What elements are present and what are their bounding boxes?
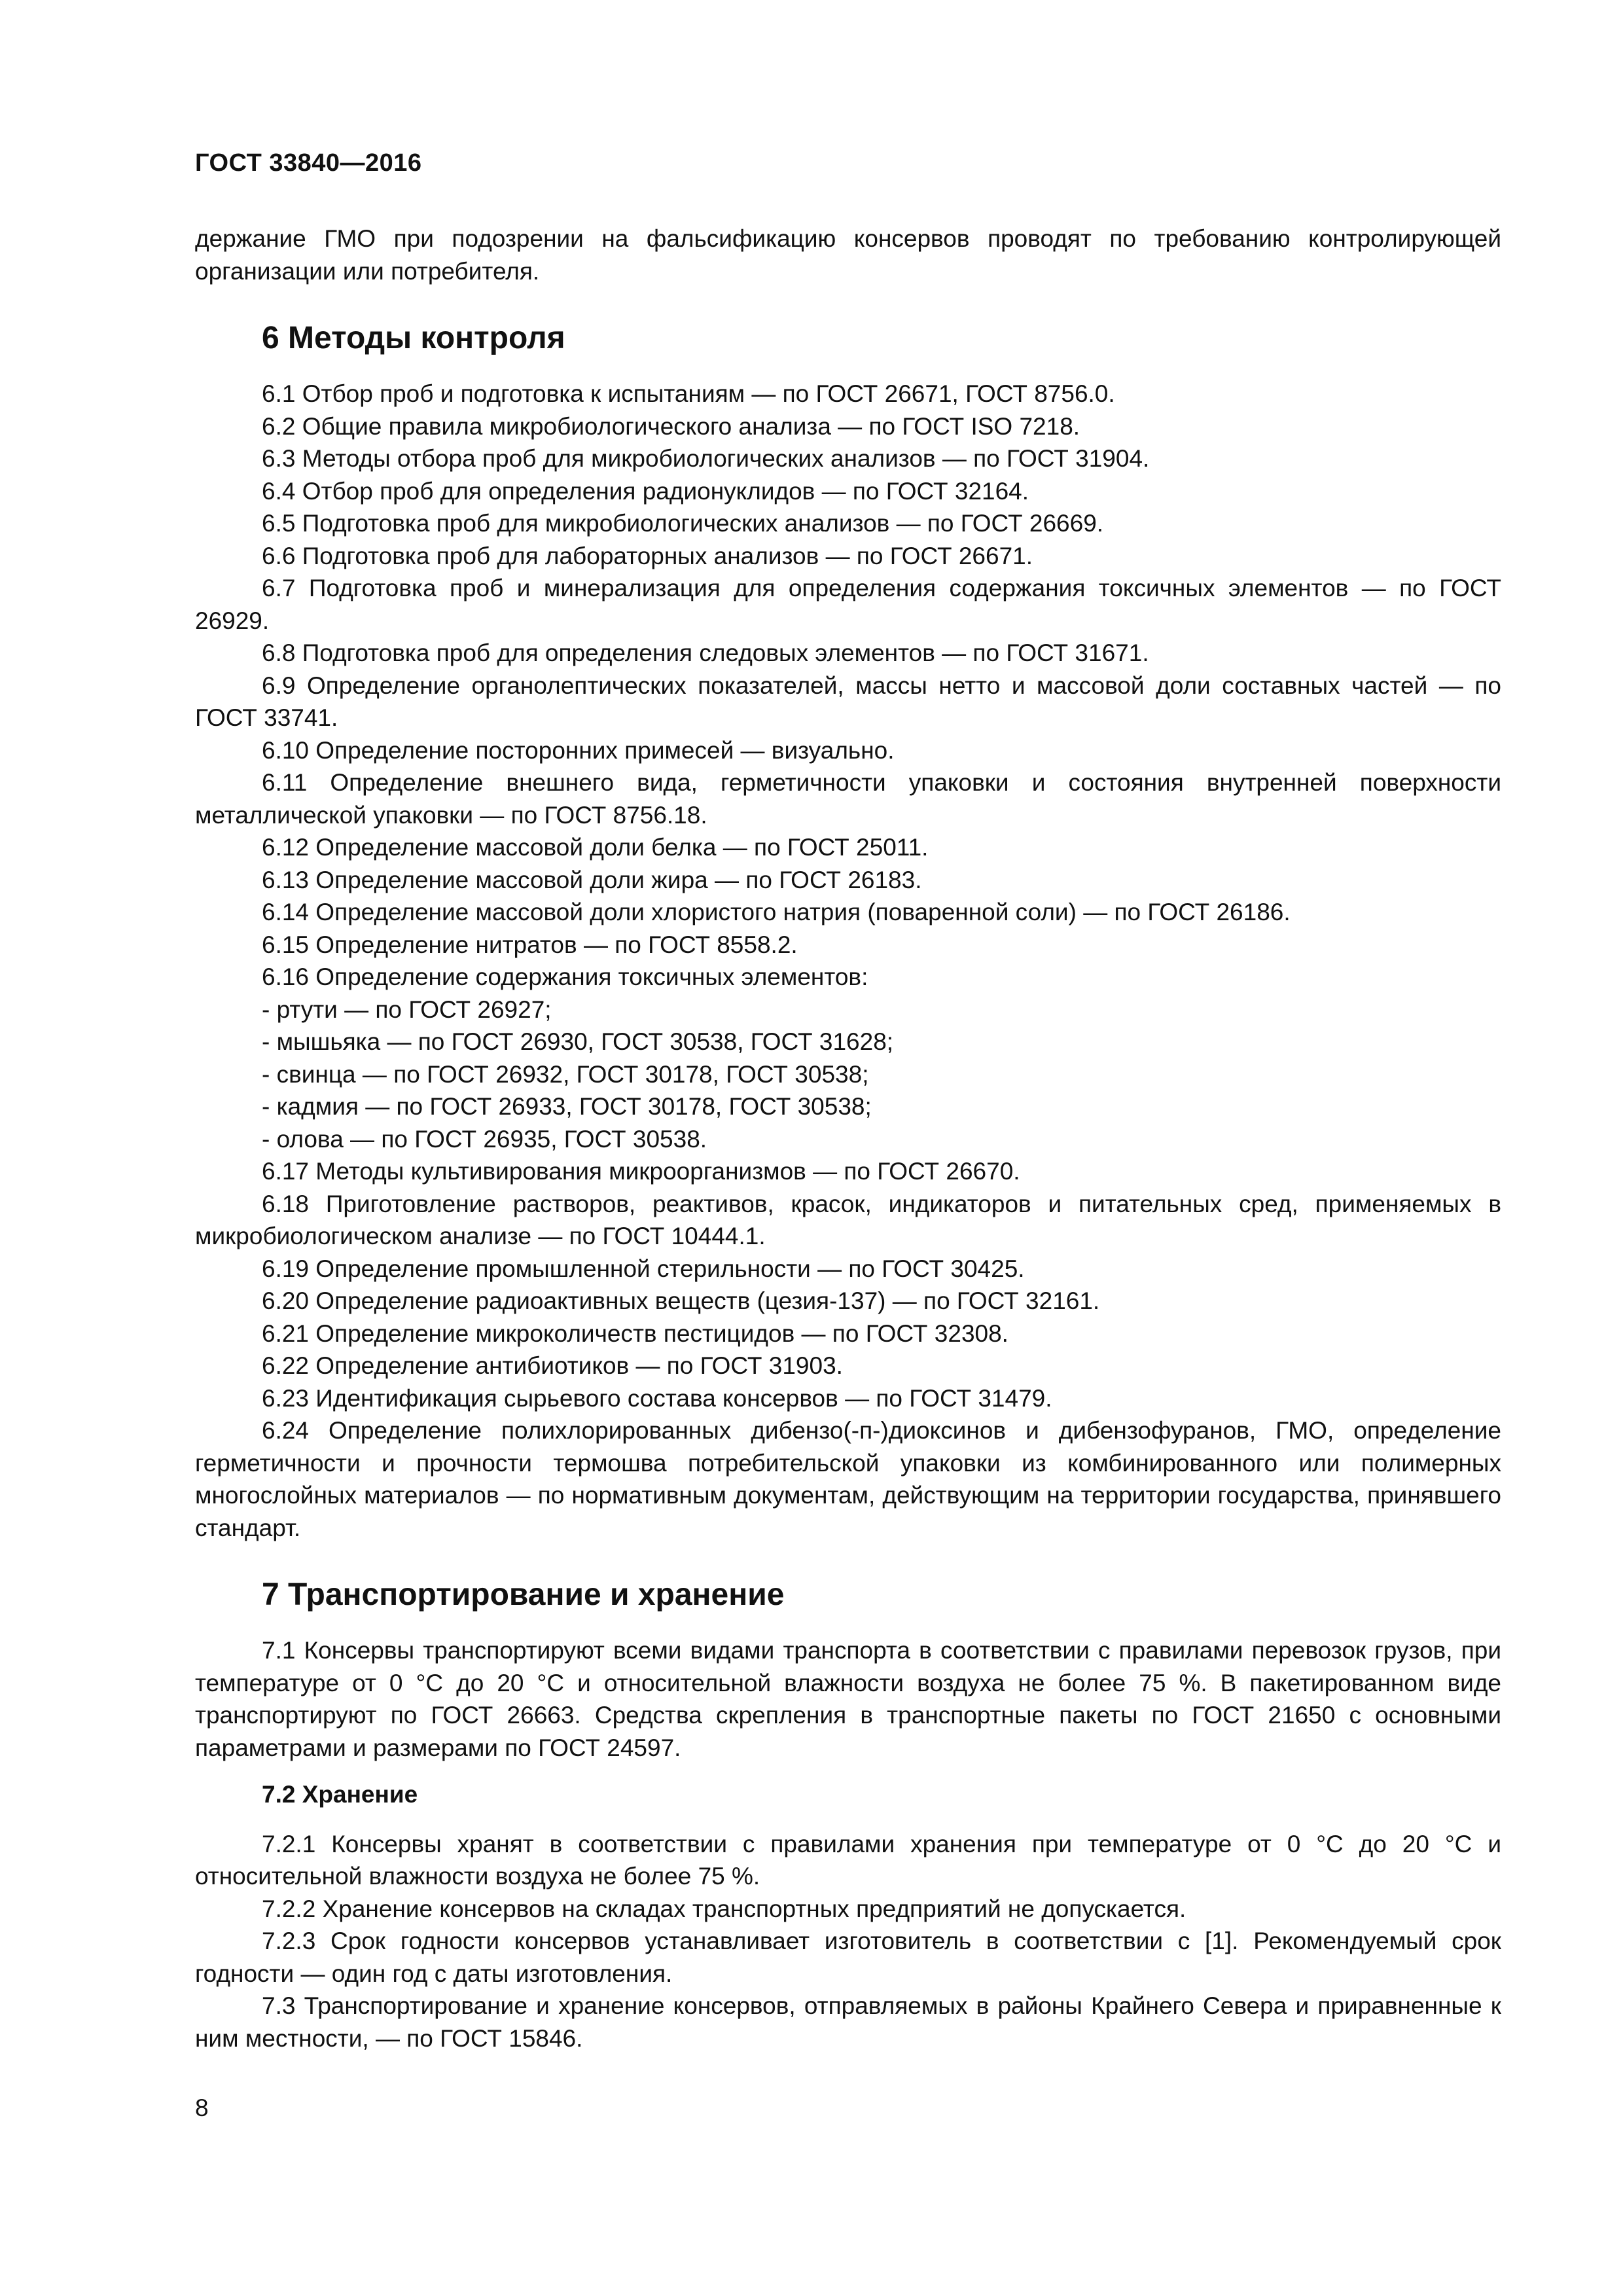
toxic-element-lead: - свинца — по ГОСТ 26932, ГОСТ 30178, ГОСТ 30538; [262,1060,869,1088]
section-6-heading: 6 Методы контроля [262,321,565,355]
clause-7-2-1: 7.2.1 Консервы хранят в соответствии с правилами хранения при температуре от 0 °С до 20 °С и относительной влажности воздуха не более 75 %. [195,1830,1501,1890]
toxic-element-arsenic: - мышьяка — по ГОСТ 26930, ГОСТ 30538, ГОСТ 31628; [262,1028,894,1055]
clause-6-21: 6.21 Определение микроколичеств пестицидов — по ГОСТ 32308. [262,1319,1008,1347]
clause-7-3: 7.3 Транспортирование и хранение консервов, отправляемых в районы Крайнего Севера и приравненные к ним местности, — по ГОСТ 15846. [195,1992,1501,2052]
clause-6-14: 6.14 Определение массовой доли хлористого натрия (поваренной соли) — по ГОСТ 26186. [262,899,1291,925]
clause-7-1: 7.1 Консервы транспортируют всеми видами транспорта в соответствии с правилами перевозок грузов, при температуре от 0 °С до 20 °С и относительной влажности воздуха не более 75 %. В пакетированном виде транспортируют по ГОСТ 26663. Средства скрепления в транспортные пакеты по ГОСТ 21650 с основными параметрами и размерами по ГОСТ 24597. [195,1637,1501,1761]
clause-6-16: 6.16 Определение содержания токсичных элементов: [262,963,868,990]
clause-6-11: 6.11 Определение внешнего вида, герметичности упаковки и состояния внутренней поверхности металлической упаковки — по ГОСТ 8756.18. [195,769,1501,829]
clause-6-8: 6.8 Подготовка проб для определения следовых элементов — по ГОСТ 31671. [262,639,1149,666]
clause-6-17: 6.17 Методы культивирования микроорганизмов — по ГОСТ 26670. [262,1158,1020,1185]
clause-6-10: 6.10 Определение посторонних примесей — визуально. [262,736,895,764]
subsection-7-2-heading: 7.2 Хранение [262,1781,418,1808]
clause-6-18: 6.18 Приготовление растворов, реактивов, красок, индикаторов и питательных сред, применяемых в микробиологическом анализе — по ГОСТ 10444.1. [195,1190,1501,1249]
toxic-element-tin: - олова — по ГОСТ 26935, ГОСТ 30538. [262,1125,707,1153]
clause-6-7: 6.7 Подготовка проб и минерализация для определения содержания токсичных элементов — по ГОСТ 26929. [195,575,1501,634]
clause-6-3: 6.3 Методы отбора проб для микробиологических анализов — по ГОСТ 31904. [262,445,1150,472]
clause-6-24: 6.24 Определение полихлорированных дибензо(-п-)диоксинов и дибензофуранов, ГМО, определение герметичности и прочности термошва потребительской упаковки из комбинированного или полимерных многослойных материалов — по нормативным документам, действующим на территории государства, принявшего стандарт. [195,1417,1501,1541]
clause-6-4: 6.4 Отбор проб для определения радионуклидов — по ГОСТ 32164. [262,477,1029,505]
page-content [195,223,1501,2054]
document-code-header: ГОСТ 33840—2016 [195,149,422,177]
clause-6-9: 6.9 Определение органолептических показателей, массы нетто и массовой доли составных частей — по ГОСТ 33741. [195,672,1501,731]
clause-6-2: 6.2 Общие правила микробиологического анализа — по ГОСТ ISO 7218. [262,412,1080,440]
page-number: 8 [195,2094,209,2121]
clause-6-22: 6.22 Определение антибиотиков — по ГОСТ 31903. [262,1352,843,1379]
clause-6-12: 6.12 Определение массовой доли белка — по ГОСТ 25011. [262,834,929,861]
clause-6-13: 6.13 Определение массовой доли жира — по ГОСТ 26183. [262,866,922,893]
clause-6-5: 6.5 Подготовка проб для микробиологических анализов — по ГОСТ 26669. [262,510,1104,537]
clause-7-2-3: 7.2.3 Срок годности консервов устанавливает изготовитель в соответствии с [1]. Рекомендуемый срок годности — один год с даты изготовления. [195,1928,1501,1987]
clause-6-1: 6.1 Отбор проб и подготовка к испытаниям — по ГОСТ 26671, ГОСТ 8756.0. [262,380,1115,407]
toxic-element-cadmium: - кадмия — по ГОСТ 26933, ГОСТ 30178, ГОСТ 30538; [262,1093,872,1120]
clause-6-6: 6.6 Подготовка проб для лабораторных анализов — по ГОСТ 26671. [262,542,1033,569]
clause-6-19: 6.19 Определение промышленной стерильности — по ГОСТ 30425. [262,1255,1025,1282]
clause-7-2-2: 7.2.2 Хранение консервов на складах транспортных предприятий не допускается. [262,1895,1186,1922]
section-7-heading: 7 Транспортирование и хранение [262,1577,785,1612]
clause-6-20: 6.20 Определение радиоактивных веществ (цезия-137) — по ГОСТ 32161. [262,1287,1100,1314]
intro-paragraph: держание ГМО при подозрении на фальсификацию консервов проводят по требованию контролирующей организации или потребителя. [195,225,1501,285]
clause-6-23: 6.23 Идентификация сырьевого состава консервов — по ГОСТ 31479. [262,1384,1052,1412]
toxic-element-mercury: - ртути — по ГОСТ 26927; [262,996,552,1023]
clause-6-15: 6.15 Определение нитратов — по ГОСТ 8558.2. [262,931,798,958]
